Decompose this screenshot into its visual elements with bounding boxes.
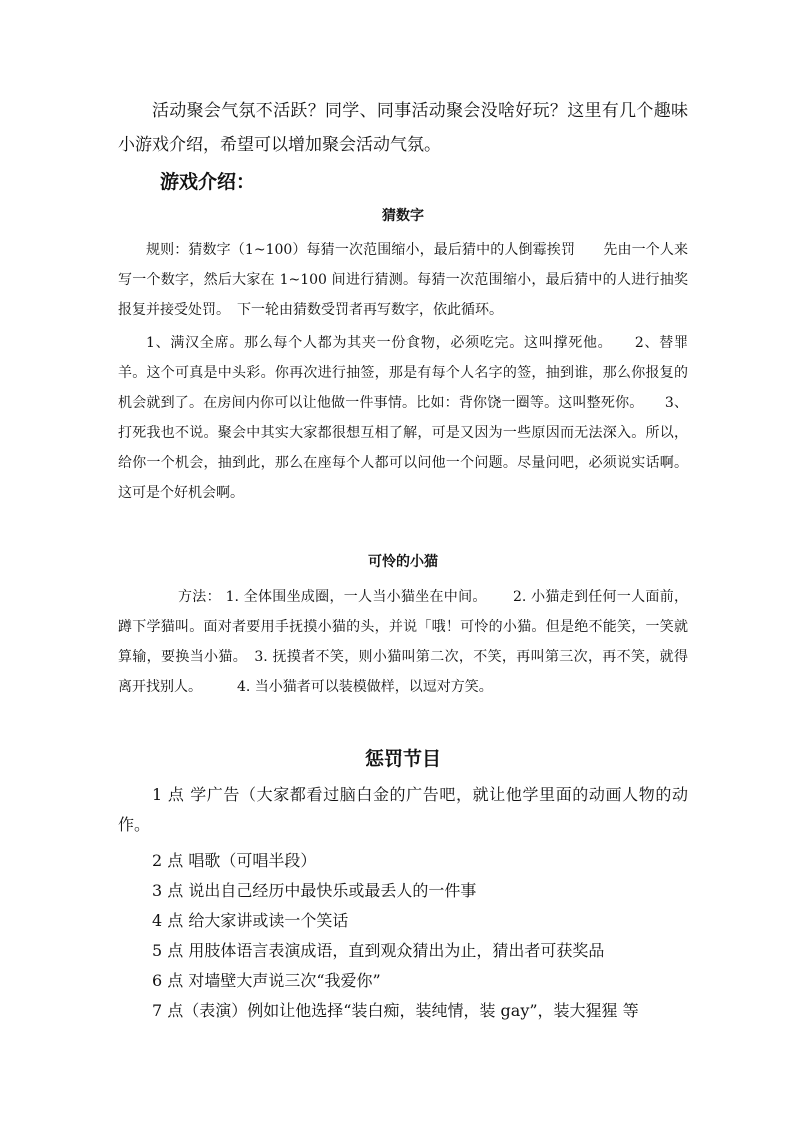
penalty-item: 2 点 唱歌（可唱半段）	[152, 851, 317, 870]
penalty-item: 3 点 说出自己经历中最快乐或最丢人的一件事	[152, 881, 477, 900]
penalty-item: 6 点 对墙壁大声说三次“我爱你”	[152, 971, 381, 990]
penalty-item: 1 点 学广告（大家都看过脑白金的广告吧，就让他学里面的动画人物的动作。	[118, 785, 688, 834]
game2-title: 可怜的小猫	[368, 554, 438, 570]
penalty-list	[118, 780, 688, 1026]
penalty-item: 5 点 用肢体语言表演成语，直到观众猜出为止，猜出者可获奖品	[152, 941, 605, 960]
games-heading: 游戏介绍：	[160, 171, 256, 193]
penalty-heading: 惩罚节目	[364, 748, 441, 770]
penalty-item: 4 点 给大家讲或读一个笑话	[152, 911, 349, 930]
game1-items: 1、满汉全席。那么每个人都为其夹一份食物，必须吃完。这叫撑死他。 2、替罪羊。这个可真是中头彩。你再次进行抽签，那是有每个人名字的签，抽到谁，那么你报复的机会就到了。在房间内你可以让他做一件事情。比如：背你饶一圈等。这叫整死你。 3、打死我也不说。聚会中其实大家都很想互相了解，可是又因为一些原因而无法深入。所以，给你一个机会，抽到此，那么在座每个人都可以问他一个问题。尽量问吧，必须说实话啊。这可是个好机会啊。	[118, 335, 688, 501]
intro-paragraph: 活动聚会气氛不活跃？同学、同事活动聚会没啥好玩？这里有几个趣味小游戏介绍，希望可以增加聚会活动气氛。	[118, 101, 688, 155]
game1-rules: 规则：猜数字（1~100）每猜一次范围缩小，最后猜中的人倒霉挨罚 先由一个人来写一个数字，然后大家在 1~100 间进行猜测。每猜一次范围缩小，最后猜中的人进行抽奖报复并接受处罚。 下一轮由猜数受罚者再写数字，依此循环。	[118, 242, 688, 318]
game2-method: 方法： 1. 全体围坐成圈，一人当小猫坐在中间。 2. 小猫走到任何一人面前，蹲下学猫叫。面对者要用手抚摸小猫的头，并说「哦！可怜的小猫。但是绝不能笑，一笑就算输，要换当小猫。 3. 抚摸者不笑，则小猫叫第二次，不笑，再叫第三次，再不笑，就得离开找别人。 4. 当小猫者可以装模做样，以逗对方笑。	[118, 589, 688, 695]
penalty-item: 7 点（表演）例如让他选择“装白痴，装纯情，装 gay”，装大猩猩 等	[152, 1001, 639, 1020]
game1-title: 猜数字	[382, 208, 424, 224]
